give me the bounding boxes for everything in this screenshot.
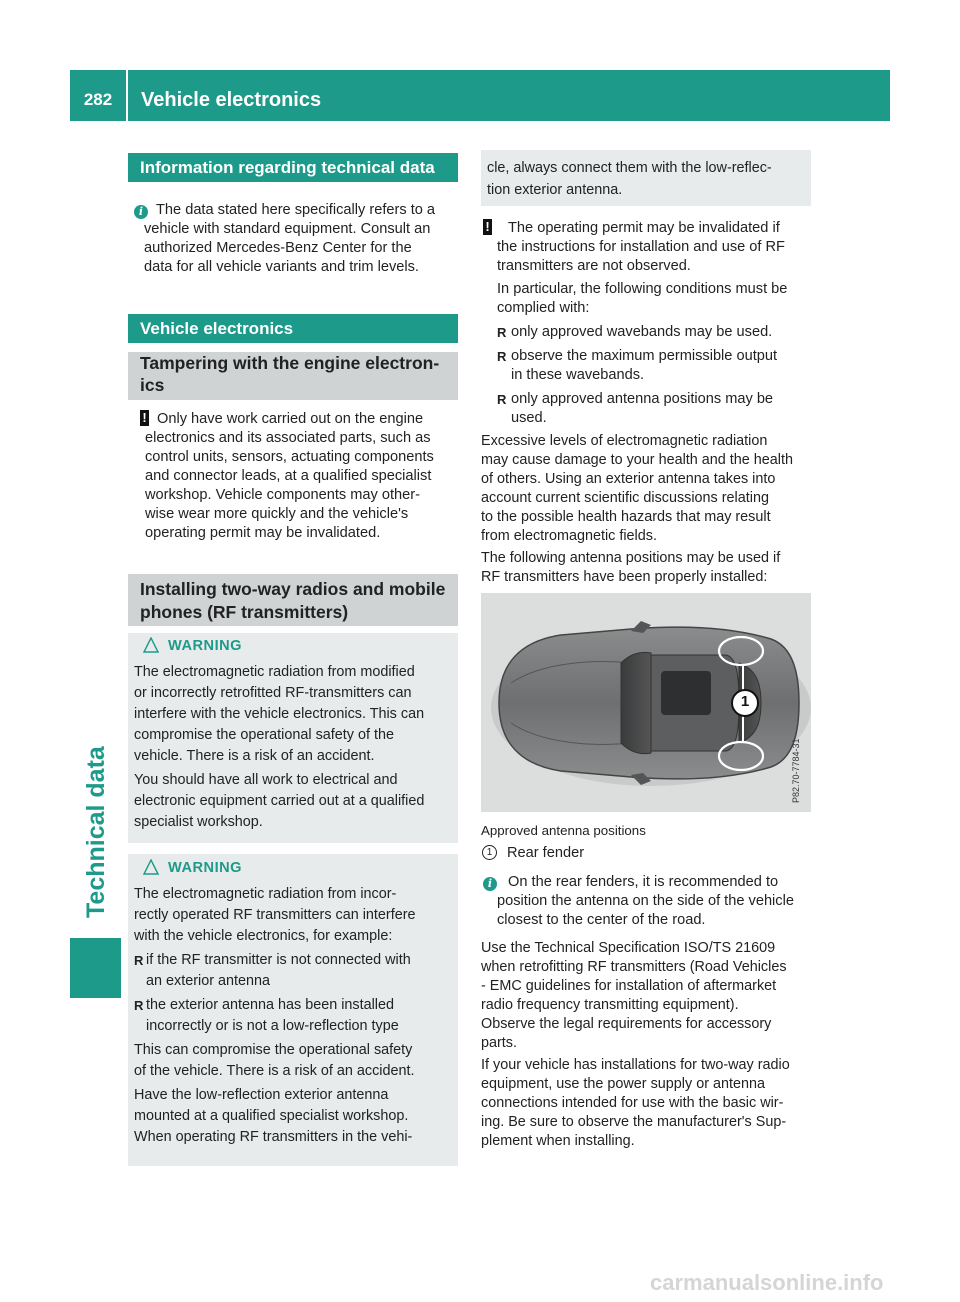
bullet-marker: R <box>134 998 144 1013</box>
warning-text-2: The electromagnetic radiation from incor- rectly operated RF transmitters can interfere with the vehicle electronics, for example: R if the RF transmitter is not connected with an exterior antenna R the exterior antenna has been installed incorrectly or is not a low-reflection type This can compromise the operational safety of the vehicle. There is a risk of an accident. Have the low-reflection exterior antenna mounted at a qualified specialist workshop. When operating RF transmitters in the vehi- <box>134 886 416 1145</box>
car-svg <box>481 593 811 812</box>
legend-text-rear-fender: Rear fender <box>507 845 585 861</box>
info-icon: i <box>134 205 148 219</box>
warning-title: WARNING <box>168 860 243 876</box>
warning-icon <box>143 859 159 880</box>
warning-title: WARNING <box>168 638 243 654</box>
watermark: carmanualsonline.info <box>650 1270 884 1295</box>
legend-marker-1: 1 <box>482 845 497 860</box>
side-tab-label: Technical data <box>82 746 110 918</box>
section-heading-installing-radios: Installing two-way radios and mobile phones (RF transmitters) <box>128 574 458 626</box>
caution-icon: ! <box>140 410 149 426</box>
section-heading-vehicle-electronics: Vehicle electronics <box>128 314 458 343</box>
section-heading-tampering: Tampering with the engine electron- ics <box>128 352 458 400</box>
side-tab-marker <box>70 938 121 998</box>
header-divider <box>126 70 128 121</box>
bullet-marker: R <box>497 325 507 340</box>
image-caption: Approved antenna positions <box>481 823 646 838</box>
warning-text-continued: cle, always connect them with the low-reflec- tion exterior antenna. <box>487 160 772 198</box>
info-icon: i <box>483 877 497 891</box>
section-heading-technical-data: Information regarding technical data <box>128 153 458 182</box>
paragraph-radiation: Excessive levels of electromagnetic radiation may cause damage to your health and the health of others. Using an exterior antenna takes into account current scientific discussions relating to the possible health hazards that may result from electromagnetic fields. The following antenna positions may be used if RF transmitters have been properly installed: <box>481 433 794 585</box>
info-text-technical-data: The data stated here specifically refers to a vehicle with standard equipment. Consult an authorized Mercedes-Benz Center for the data for all vehicle variants and trim levels. <box>144 202 436 275</box>
note-operating-permit: The operating permit may be invalidated if the instructions for installation and use of RF transmitters are not observed. In particular, the following conditions must be complied with: R only approved wavebands may be used. R observe the maximum permissible output in these wavebands. R only approved antenna positions may be used. <box>497 220 788 426</box>
callout-marker-1: 1 <box>740 693 750 710</box>
warning-icon <box>143 637 159 658</box>
warning-text-1: The electromagnetic radiation from modified or incorrectly retrofitted RF-transmitters can interfere with the vehicle electronics. This can compromise the operational safety of the vehicle. There is a risk of an accident. You should have all work to electrical and electronic equipment carried out at a qualified specialist workshop. <box>134 664 425 830</box>
page-number: 282 <box>83 90 113 109</box>
bullet-marker: R <box>134 953 144 968</box>
note-tampering: Only have work carried out on the engine electronics and its associated parts, such as control units, sensors, actuating components and connector leads, at a qualified specialist workshop. Vehicle components may other- wise wear more quickly and the vehicle's operating permit may be invalidated. <box>145 411 434 541</box>
bullet-marker: R <box>497 392 507 407</box>
page-title: Vehicle electronics <box>141 89 322 111</box>
paragraph-iso-spec: Use the Technical Specification ISO/TS 21609 when retrofitting RF transmitters (Road Vehicles - EMC guidelines for installation of aftermarket radio frequency transmitting equipment). Observe the legal requirements for accessory parts. If your vehicle has installations for two-way radio equipment, use the power supply or antenna connections intended for use with the basic wir- ing. Be sure to observe the manufacturer's Sup- plement when installing. <box>481 940 790 1149</box>
bullet-marker: R <box>497 349 507 364</box>
caution-icon: ! <box>483 219 492 235</box>
info-text-rear-fenders: On the rear fenders, it is recommended to position the antenna on the side of the vehicle closest to the center of the road. <box>497 874 794 928</box>
car-top-view-illustration <box>481 593 811 812</box>
image-code: P82.70-7784-31 <box>791 738 801 803</box>
